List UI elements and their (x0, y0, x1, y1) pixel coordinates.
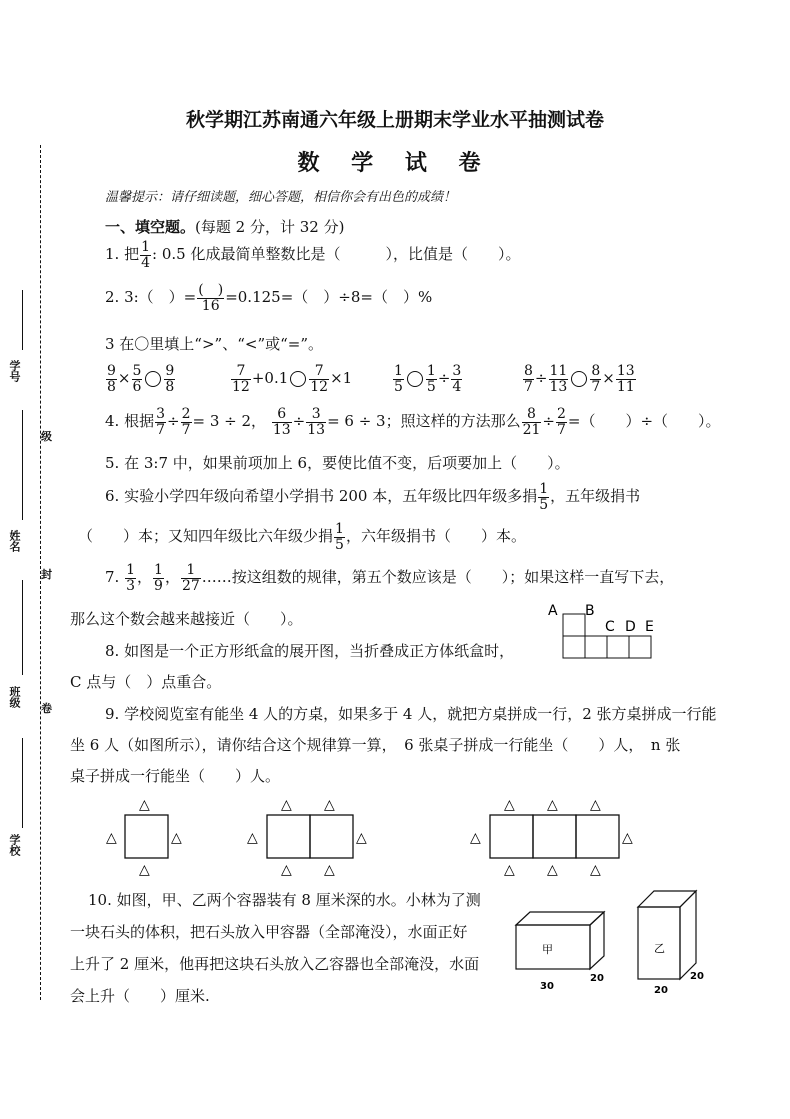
question-8: 8. 如图是一个正方形纸盒的展开图，当折叠成正方体纸盒时， (105, 642, 515, 660)
q3-expr-3: $\frac{1}{5}$ $\frac{1}{5}$ ÷ $\frac{3}{4}$ (394, 363, 462, 395)
label-E: E (645, 619, 654, 635)
dim-20-a: 20 (590, 973, 604, 984)
name-underline (22, 410, 23, 520)
question-6-cont: （ ）本；又知四年级比六年级少捐 $\frac{1}{5}$ ，六年级捐书（ ）本。 (78, 521, 526, 553)
label-name: 姓名 (8, 530, 21, 552)
table-3-square-1 (490, 815, 533, 858)
table-2-square-2 (310, 815, 353, 858)
question-9-cont2: 桌子拼成一行能坐（ ）人。 (70, 767, 281, 785)
label-school: 学校 (8, 834, 21, 856)
compare-circle[interactable] (407, 371, 423, 387)
id-underline (22, 290, 23, 350)
q2-text-a: 2. 3:（ ）= (105, 288, 197, 307)
seat-triangle: △ (356, 830, 367, 846)
label-student-id: 学号 (8, 360, 21, 382)
page-subtitle: 数 学 试 卷 (297, 150, 493, 176)
label-C: C (605, 619, 615, 635)
seat-triangle: △ (281, 862, 292, 878)
label-B: B (585, 603, 595, 619)
seat-triangle: △ (281, 797, 292, 813)
question-10-cont3: 会上升（ ）厘米. (70, 987, 210, 1005)
label-seal: 封 (41, 568, 52, 581)
question-7: 7. $\frac{1}{3}$ ， $\frac{1}{9}$ ， $\frac{1}{27}$ ……按这组数的规律，第五个数应该是（ ）；如果这样一直写下去， (105, 562, 675, 594)
box-jia-label: 甲 (542, 943, 553, 956)
question-1 (105, 240, 520, 270)
table-3-square-3 (576, 815, 619, 858)
table-2-square-1 (267, 815, 310, 858)
box-jia-front (516, 925, 590, 969)
q3-expr-2: $\frac{7}{12}$ +0.1 $\frac{7}{12}$ ×1 (232, 363, 353, 395)
compare-circle[interactable] (145, 371, 161, 387)
school-underline (22, 738, 23, 828)
question-6: 6. 实验小学四年级向希望小学捐书 200 本，五年级比四年级多捐 $\frac{1}{5}$ ，五年级捐书 (105, 481, 641, 513)
q2-text-b: =0.125=（ ）÷8=（ ）% (225, 288, 433, 307)
question-4: 4. 根据 $\frac{3}{7}$ ÷ $\frac{2}{7}$ = 3 ÷ 2， $\frac{6}{13}$ ÷ $\frac{3}{13}$ = 6 ÷ 3；照这样的方法那么 $\frac{8}{21}$ ÷ $\frac{2}{7}$ =（ ）÷（ ）。 (105, 406, 721, 438)
q1-fraction: $\frac{1}{4}$ (141, 239, 151, 271)
box-yi-side (680, 891, 696, 979)
dim-20-b: 20 (654, 985, 668, 996)
seat-triangle: △ (547, 797, 558, 813)
label-grade: 级 (41, 430, 52, 443)
seat-triangle: △ (324, 797, 335, 813)
question-9: 9. 学校阅览室有能坐 4 人的方桌，如果多于 4 人，就把方桌拼成一行，2 张方桌拼成一行能 (105, 705, 717, 723)
net-square-4 (607, 636, 629, 658)
dim-30: 30 (540, 981, 554, 992)
seat-triangle: △ (247, 830, 258, 846)
label-class: 班级 (8, 686, 21, 708)
table-3-square-2 (533, 815, 576, 858)
seat-triangle: △ (324, 862, 335, 878)
label-A: A (548, 603, 558, 619)
box-jia-top (516, 912, 604, 925)
compare-circle[interactable] (571, 371, 587, 387)
compare-circle[interactable] (290, 371, 306, 387)
question-5: 5. 在 3:7 中，如果前项加上 6，要使比值不变，后项要加上（ ）。 (105, 454, 570, 472)
seat-triangle: △ (547, 862, 558, 878)
page-title: 秋学期江苏南通六年级上册期末学业水平抽测试卷 (185, 109, 604, 131)
tables-figure (95, 790, 655, 880)
seat-triangle: △ (504, 862, 515, 878)
question-10-cont1: 一块石头的体积，把石头放入甲容器（全部淹没），水面正好 (70, 923, 468, 941)
question-10: 10. 如图，甲、乙两个容器装有 8 厘米深的水。小林为了测 (88, 891, 481, 909)
seat-triangle: △ (622, 830, 633, 846)
seat-triangle: △ (106, 830, 117, 846)
section-title: 一、填空题。 (105, 218, 196, 236)
dim-20-c: 20 (690, 971, 704, 982)
seat-triangle: △ (139, 797, 150, 813)
net-square-3 (585, 636, 607, 658)
net-square-1 (563, 614, 585, 636)
seat-triangle: △ (590, 862, 601, 878)
q1-text-b: : 0.5 化成最简单整数比是（ ），比值是（ ）。 (152, 245, 521, 264)
seat-triangle: △ (139, 862, 150, 878)
class-underline (22, 580, 23, 675)
q3-expr-4: $\frac{8}{7}$ ÷ $\frac{11}{13}$ $\frac{8}{7}$ × $\frac{13}{11}$ (524, 363, 635, 395)
label-D: D (625, 619, 636, 635)
box-yi-label: 乙 (654, 942, 665, 955)
seat-triangle: △ (590, 797, 601, 813)
seat-triangle: △ (504, 797, 515, 813)
containers-figure (512, 885, 712, 997)
net-square-5 (629, 636, 651, 658)
box-jia-side (590, 912, 604, 969)
label-juan: 卷 (41, 702, 52, 715)
net-square-2 (563, 636, 585, 658)
question-8-cont: C 点与（ ）点重合。 (70, 673, 222, 691)
q3-expr-1: $\frac{9}{8}$ × $\frac{5}{6}$ $\frac{9}{8}$ (107, 363, 175, 395)
section-note: (每题 2 分，计 32 分) (195, 218, 345, 236)
tip-text: 温馨提示：请仔细读题，细心答题，相信你会有出色的成绩！ (105, 190, 457, 205)
table-1-square (125, 815, 168, 858)
q2-fraction: $\frac{( )}{16}$ (198, 282, 224, 314)
section-heading (105, 216, 344, 237)
cube-net-figure (545, 600, 665, 662)
seat-triangle: △ (171, 830, 182, 846)
question-9-cont1: 坐 6 人（如图所示），请你结合这个规律算一算， 6 张桌子拼成一行能坐（ ）人， n 张 (70, 736, 681, 754)
question-7-cont: 那么这个数会越来越接近（ ）。 (70, 610, 303, 628)
question-3: 3 在〇里填上“>”、“<”或“=”。 (105, 335, 324, 353)
q1-text-a: 1. 把 (105, 245, 140, 264)
seat-triangle: △ (470, 830, 481, 846)
question-2 (105, 283, 432, 313)
question-10-cont2: 上升了 2 厘米，他再把这块石头放入乙容器也全部淹没，水面 (70, 955, 480, 973)
